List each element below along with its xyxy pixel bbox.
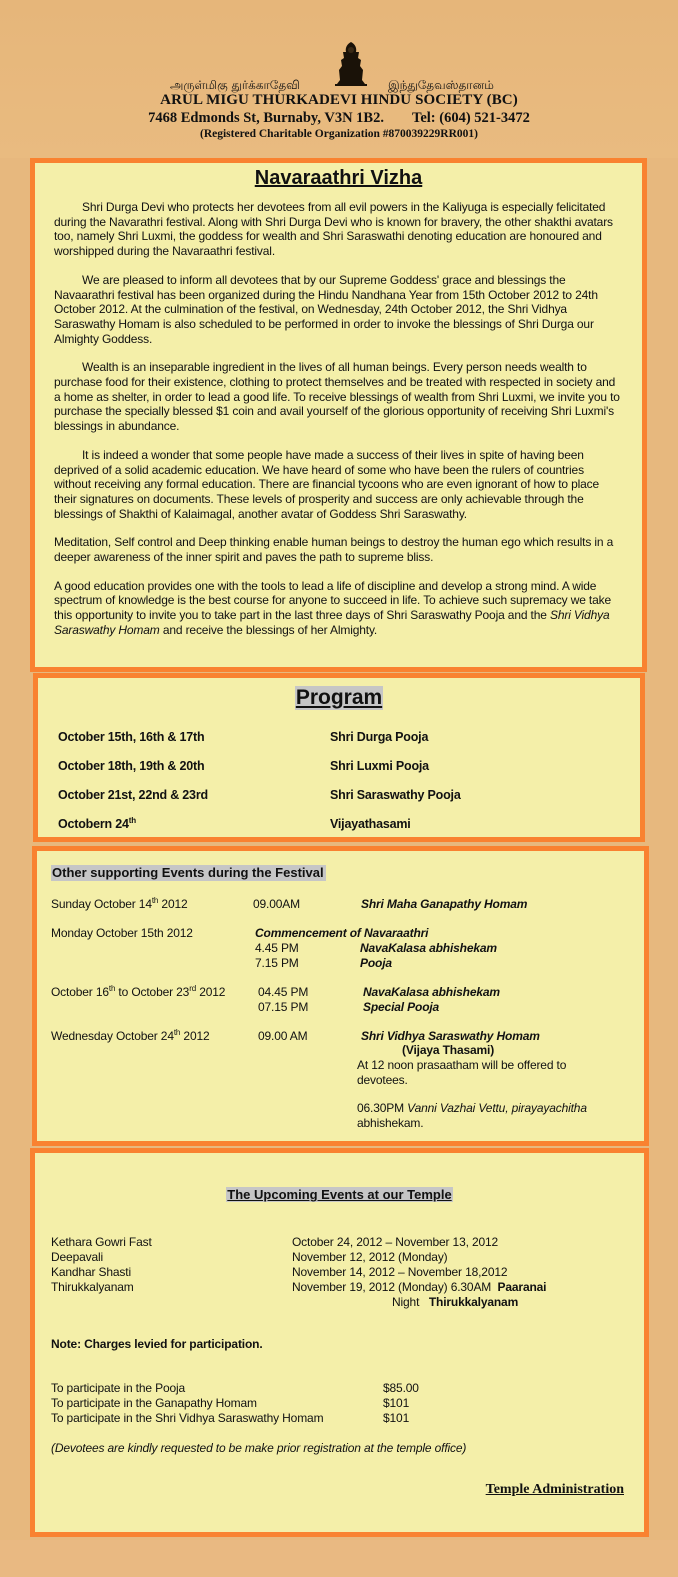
program-date: October 18th, 19th & 20th (58, 759, 205, 773)
date-bold: Paaranai (497, 1280, 547, 1294)
intro-paragraph: Meditation, Self control and Deep thinking enable human beings to destroy the human ego which results in a deeper awareness of the inner spirit and paves the path to supreme bliss. (54, 535, 614, 565)
organization-address (0, 110, 678, 127)
upcoming-event-date: October 24, 2012 – November 13, 2012 (292, 1235, 499, 1249)
upcoming-event-date (292, 1280, 546, 1295)
charge-amount: $101 (383, 1411, 410, 1425)
upcoming-events-panel (30, 1148, 649, 1537)
upcoming-title-wrap (35, 1186, 644, 1204)
date-text: to October 23 (115, 985, 190, 999)
deity-emblem-icon (334, 40, 368, 88)
charge-label: To participate in the Ganapathy Homam (51, 1396, 257, 1410)
program-panel (33, 673, 645, 842)
event-date (51, 897, 188, 912)
intro-paragraph: Shri Durga Devi who protects her devotees from all evil powers in the Kaliyuga is especially felicitated during the Navarathri festival. Along with Shri Durga Devi who is known for bravery, the other shakthi avatars too, namely Shri Luxmi, the goddess for wealth and Shri Saraswathi denoting education are honoured and worshipped during the Navaraathri festival. (54, 200, 613, 259)
intro-panel (30, 158, 647, 672)
supporting-events-panel (32, 846, 649, 1146)
event-time: 7.15 PM (255, 956, 299, 970)
ordinal-suffix: th (151, 896, 159, 905)
date-text: Sunday October 14 (51, 897, 152, 911)
event-name: Pooja (360, 956, 392, 970)
intro-title: Navaraathri Vizha (254, 167, 423, 189)
registration-number: (Registered Charitable Organization #870039229RR001) (200, 128, 478, 140)
upcoming-event-line2 (392, 1295, 518, 1310)
note-text: abhishekam. (357, 1116, 424, 1130)
tamil-temple-name: அருள்மிகு துர்க்காதேவி (170, 78, 300, 92)
event-time: 09.00AM (253, 897, 300, 911)
date-text: November 19, 2012 (Monday) 6.30AM (292, 1280, 492, 1294)
event-time: 04.45 PM (258, 985, 309, 999)
date-text: Wednesday October 24 (51, 1029, 174, 1043)
program-date: October 21st, 22nd & 23rd (58, 788, 208, 802)
event-name: NavaKalasa abhishekam (360, 941, 497, 955)
line2-bold: Thirukkalyanam (428, 1295, 519, 1309)
program-event: Shri Saraswathy Pooja (330, 788, 461, 802)
phone-text: Tel: (604) 521-3472 (411, 110, 530, 126)
event-time: 4.45 PM (255, 941, 299, 955)
event-name: NavaKalasa abhishekam (363, 985, 500, 999)
ordinal-suffix: th (173, 1028, 181, 1037)
upcoming-event-name: Thirukkalyanam (51, 1280, 134, 1294)
ordinal-suffix: rd (189, 984, 197, 993)
program-date (58, 817, 136, 831)
text: A good education provides one with the tools to lead a life of discipline and develop a strong mind. A wide spectrum of knowledge is the best course for anyone to succeed in life. To achieve such supremacy we take this opportunity to invite you to take part in the last three days of Shri Saraswathy Pooja and the (54, 578, 612, 623)
event-time: 07.15 PM (258, 1000, 309, 1014)
program-event: Vijayathasami (330, 817, 411, 831)
intro-paragraph: It is indeed a wonder that some people have made a success of their lives in spite of having been deprived of a solid academic education. We have heard of some who have been the rulers of countries without receiving any formal education. There are financial tycoons who are even ignorant of how to place their signatures on documents. These levels of prosperity and success are only achievable through the blessings of Shakthi of Kalaimagal, another avatar of Goddess Shri Saraswathy. (54, 447, 600, 521)
event-date: Monday October 15th 2012 (51, 926, 193, 940)
event-time: 09.00 AM (258, 1029, 308, 1043)
note-italic: Vanni Vazhai Vettu, pirayayachitha (407, 1101, 587, 1115)
program-event: Shri Durga Pooja (330, 730, 429, 744)
address-text: 7468 Edmonds St, Burnaby, V3N 1B2. (148, 110, 384, 126)
charge-amount: $101 (383, 1396, 410, 1410)
upcoming-event-date: November 12, 2012 (Monday) (292, 1250, 448, 1264)
upcoming-event-name: Kethara Gowri Fast (51, 1235, 152, 1249)
charge-label: To participate in the Pooja (51, 1381, 186, 1395)
ordinal-suffix: th (108, 984, 116, 993)
event-heading: Commencement of Navaraathri (255, 926, 429, 940)
registration-note: (Devotees are kindly requested to be make prior registration at the temple office) (51, 1441, 467, 1455)
upcoming-event-name: Kandhar Shasti (51, 1265, 131, 1279)
event-note (357, 1101, 627, 1131)
tamil-devasthanam: இந்துதேவஸ்தானம் (388, 78, 494, 92)
event-name: Shri Maha Ganapathy Homam (361, 897, 528, 911)
program-event: Shri Luxmi Pooja (330, 759, 429, 773)
intro-paragraph: We are pleased to inform all devotees that by our Supreme Goddess' grace and blessings the Navaarathri festival has been organized during the Hindu Nandhana Year from 15th October 2012 to 24th October 2012. At the culmination of the festival, on Wednesday, 24th October 2012, the Shri Vidhya Saraswathy Homam is also scheduled to be performed in order to invoke the blessings of Shri Durga our Almighty Goddess. (54, 272, 598, 346)
event-subtitle: (Vijaya Thasami) (402, 1043, 495, 1057)
supporting-events-title: Other supporting Events during the Festival (52, 865, 324, 880)
homam-name: Shri Vidhya Saraswathy Homam (54, 608, 610, 637)
date-text: 2012 (180, 1029, 210, 1043)
note-time: 06.30PM (357, 1101, 408, 1115)
event-name: Shri Vidhya Saraswathy Homam (361, 1029, 540, 1043)
event-date (51, 985, 225, 1000)
program-title-wrap (38, 686, 640, 710)
charges-note: Note: Charges levied for participation. (51, 1337, 263, 1351)
upcoming-title: The Upcoming Events at our Temple (227, 1187, 452, 1202)
date-text: 2012 (196, 985, 226, 999)
event-name: Special Pooja (363, 1000, 440, 1014)
program-date: October 15th, 16th & 17th (58, 730, 205, 744)
intro-paragraph: Wealth is an inseparable ingredient in the lives of all human beings. Every person needs wealth to purchase food for their existence, clothing to protect themselves and be treated with respected in society and a home as shelter, in order to lead a good life. To receive blessings of wealth from Shri Luxmi, we invite you to purchase the specially blessed $1 coin and avail yourself of the glorious opportunity of receiving Shri Luxmi's blessings in abundance. (54, 360, 620, 434)
signature: Temple Administration (485, 1482, 624, 1497)
ordinal-suffix: th (128, 816, 136, 825)
letterhead (0, 0, 678, 158)
date-text: October 16 (51, 985, 109, 999)
charge-amount: $85.00 (383, 1381, 419, 1395)
intro-paragraph-last (54, 579, 624, 638)
event-date (51, 1029, 210, 1044)
organization-name: ARUL MIGU THURKADEVI HINDU SOCIETY (BC) (160, 92, 518, 108)
date-text: Octobern 24 (58, 817, 129, 831)
text: and receive the blessings of her Almighty. (159, 622, 378, 637)
program-title: Program (295, 686, 383, 709)
charge-label: To participate in the Shri Vidhya Saraswathy Homam (51, 1411, 324, 1425)
line2-text: Night (392, 1295, 420, 1309)
upcoming-event-date: November 14, 2012 – November 18,2012 (292, 1265, 508, 1279)
page-bottom-margin (0, 1540, 678, 1577)
event-note: At 12 noon prasaatham will be offered to devotees. (357, 1058, 567, 1087)
upcoming-event-name: Deepavali (51, 1250, 104, 1264)
date-text: 2012 (158, 897, 188, 911)
